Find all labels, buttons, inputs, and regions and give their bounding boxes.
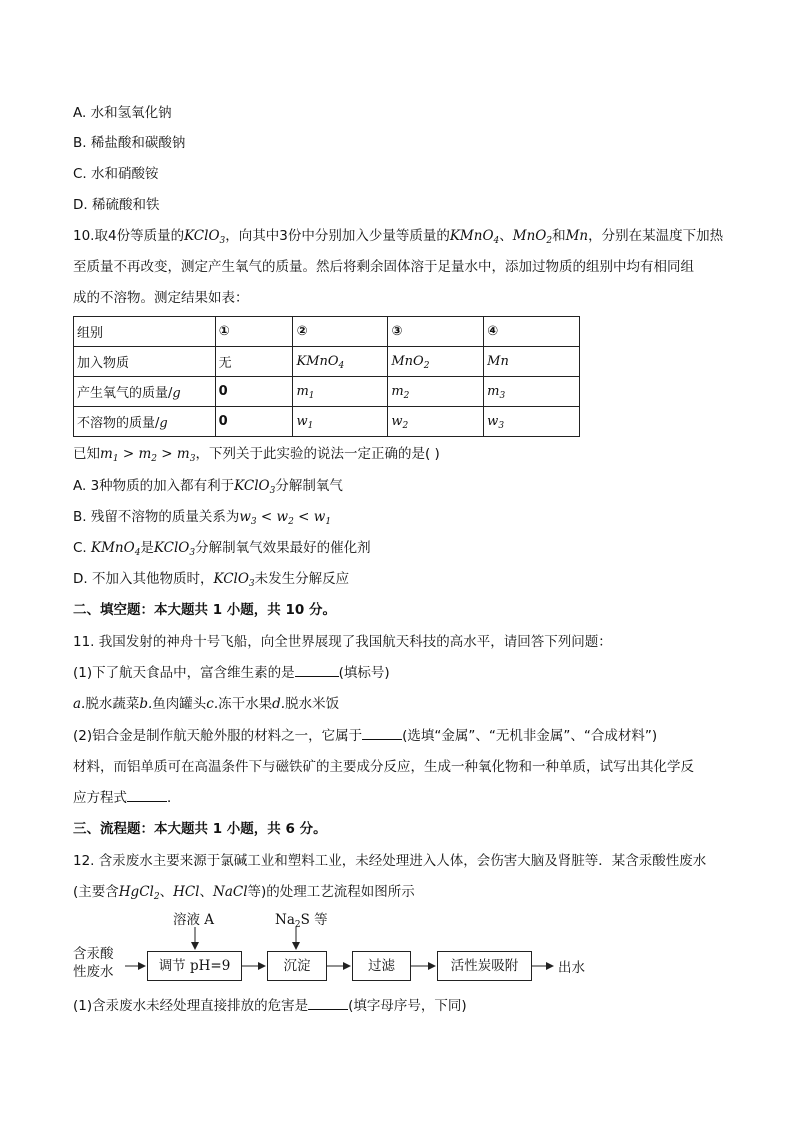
flow-step-precipitate: 沉淀 <box>267 951 327 981</box>
section-heading-fill-blank: 二、填空题：本大题共 1 小题，共 10 分。 <box>73 602 336 618</box>
answer-blank[interactable] <box>295 663 339 677</box>
q11-part2-line3: 应方程式 ． <box>73 790 181 806</box>
answer-blank[interactable] <box>362 726 402 740</box>
table-cell: $w_3$ <box>484 407 580 437</box>
table-cell: 0 <box>215 407 293 437</box>
flow-output: 出水 <box>558 960 585 976</box>
q12-part1: (1)含汞废水未经处理直接排放的危害是 (填字母序号，下同) <box>73 998 467 1014</box>
table-cell: $m_3$ <box>484 377 580 407</box>
q11-choices: a.脱水蔬菜b.鱼肉罐头c.冻干水果d.脱水米饭 <box>73 696 340 712</box>
table-cell: 0 <box>215 377 293 407</box>
table-header-4: ④ <box>484 317 580 347</box>
q10-known-condition: 已知$m_1 > m_2 > m_3$，下列关于此实验的说法一定正确的是( ) <box>73 446 440 464</box>
table-cell: MnO$_2$ <box>388 347 484 377</box>
flow-input: 含汞酸 性废水 <box>73 946 114 980</box>
table-header-group: 组别 <box>74 317 216 347</box>
q9-option-b: B. 稀盐酸和碳酸钠 <box>73 135 186 151</box>
q11-part1: (1)下了航天食品中，富含维生素的是 (填标号) <box>73 665 390 681</box>
formula-kmno4: KMnO$_4$ <box>449 228 500 246</box>
process-flow-diagram <box>73 905 633 995</box>
flow-arrows <box>73 905 633 995</box>
q9-option-c: C. 水和硝酸铵 <box>73 166 159 182</box>
formula-mn: Mn <box>565 228 589 244</box>
answer-blank[interactable] <box>308 996 348 1010</box>
table-cell: 加入物质 <box>74 347 216 377</box>
table-row <box>74 407 580 437</box>
table-row <box>74 317 580 347</box>
q11-intro: 11. 我国发射的神舟十号飞船，向全世界展现了我国航天科技的高水平，请回答下列问题： <box>73 634 612 650</box>
formula-kclo3: KClO$_3$ <box>184 228 226 246</box>
q10-option-a: A. 3种物质的加入都有利于KClO$_3$分解制氧气 <box>73 478 343 496</box>
flow-step-adjust-ph: 调节 pH=9 <box>147 951 242 981</box>
formula-mno2: MnO$_2$ <box>512 228 553 246</box>
table-cell: 无 <box>215 347 293 377</box>
q12-stem-line2: (主要含HgCl$_2$、HCl、NaCl等)的处理工艺流程如图所示 <box>73 884 415 902</box>
q9-option-d: D. 稀硫酸和铁 <box>73 197 160 213</box>
table-cell: 产生氧气的质量/g <box>74 377 216 407</box>
answer-blank[interactable] <box>127 788 167 802</box>
q10-option-b: B. 残留不溶物的质量关系为$w_3 < w_2 < w_1$ <box>73 509 332 527</box>
q10-stem-line3: 成的不溶物。测定结果如表： <box>73 290 249 306</box>
q12-stem-line1: 12. 含汞废水主要来源于氯碱工业和塑料工业，未经处理进入人体，会伤害大脑及肾脏等．某含汞酸性废水 <box>73 853 707 869</box>
flow-reagent-a: 溶液 A <box>173 912 215 928</box>
flow-step-filter: 过滤 <box>352 951 411 981</box>
q10-option-c: C. KMnO$_4$是KClO$_3$分解制氧气效果最好的催化剂 <box>73 540 371 558</box>
table-cell: Mn <box>484 347 580 377</box>
table-header-3: ③ <box>388 317 484 347</box>
table-cell: $w_1$ <box>293 407 388 437</box>
section-heading-flow: 三、流程题：本大题共 1 小题，共 6 分。 <box>73 821 327 837</box>
q11-part2-line1: (2)铝合金是制作航天舱外服的材料之一，它属于 (选填“金属”、“无机非金属”、“合成材料”) <box>73 728 658 744</box>
results-table <box>73 316 580 437</box>
table-header-1: ① <box>215 317 293 347</box>
q11-part2-line2: 材料，而铝单质可在高温条件下与磁铁矿的主要成分反应，生成一种氧化物和一种单质，试写出其化学反 <box>73 759 694 775</box>
table-cell: 不溶物的质量/g <box>74 407 216 437</box>
table-row <box>74 347 580 377</box>
table-cell: $w_2$ <box>388 407 484 437</box>
table-cell: $m_2$ <box>388 377 484 407</box>
flow-step-carbon-adsorption: 活性炭吸附 <box>437 951 532 981</box>
flow-reagent-b: $Na_2S$ 等 <box>275 912 328 930</box>
q10-stem-line1: 10.取4份等质量的KClO$_3$，向其中3份中分别加入少量等质量的KMnO$_4$、MnO$_2$和Mn，分别在某温度下加热 <box>73 228 724 246</box>
q10-option-d: D. 不加入其他物质时，KClO$_3$未发生分解反应 <box>73 571 350 589</box>
table-cell: $m_1$ <box>293 377 388 407</box>
q9-option-a: A. 水和氢氧化钠 <box>73 105 172 121</box>
table-cell: KMnO$_4$ <box>293 347 388 377</box>
q10-stem-line2: 至质量不再改变，测定产生氧气的质量。然后将剩余固体溶于足量水中，添加过物质的组别中均有相同组 <box>73 259 694 275</box>
table-row <box>74 377 580 407</box>
table-header-2: ② <box>293 317 388 347</box>
